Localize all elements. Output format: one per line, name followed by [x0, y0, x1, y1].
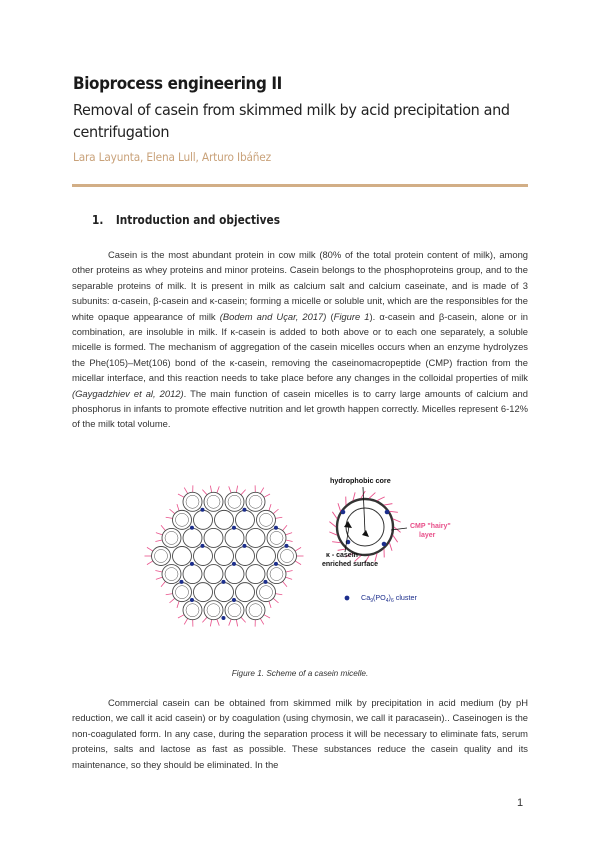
authors-line: Lara Layunta, Elena Lull, Arturo Ibáñez	[73, 150, 272, 164]
cmp-hair	[283, 525, 287, 530]
cmp-hair	[241, 617, 246, 622]
document-subtitle: Removal of casein from skimmed milk by acid precipitation and centrifugation	[73, 101, 510, 141]
label-cluster-legend: $Ca_9(PO_4)_6$ cluster	[361, 593, 417, 604]
cmp-hair	[155, 570, 162, 572]
casein-micelle-figure	[140, 470, 460, 646]
cmp-hair	[241, 490, 246, 495]
cmp-hair	[260, 488, 264, 494]
submicelle-detail	[322, 476, 451, 604]
document-title: Bioprocess engineering II	[73, 74, 282, 93]
cmp-hair	[156, 533, 163, 535]
cmp-hair	[236, 486, 237, 493]
cmp-hair	[217, 486, 219, 493]
cmp-hair	[295, 561, 301, 565]
cmp-hair	[169, 509, 174, 514]
cmp-hair	[353, 492, 355, 500]
cmp-hair	[166, 594, 173, 595]
cmp-hair	[210, 486, 211, 493]
submicelle	[246, 528, 265, 547]
cmp-hair	[377, 497, 385, 501]
submicelle	[204, 565, 223, 584]
cmp-hair	[273, 509, 278, 514]
calcium-phosphate-cluster	[274, 526, 278, 530]
cmp-hair	[389, 543, 392, 551]
cmp-hair	[177, 601, 179, 608]
cluster-dot	[385, 510, 390, 515]
section-heading	[92, 213, 280, 227]
paragraph-text: . The main function of casein micelles is to carry large amounts of calcium and phosphorus in infants to promote effective nutrition and let growth happen correctly. Micelles represent 6-12% of the milk total volume.	[72, 387, 528, 430]
submicelle	[183, 528, 202, 547]
cmp-hair	[169, 598, 174, 603]
submicelle	[194, 510, 213, 529]
cmp-hair	[275, 517, 282, 518]
cmp-hair	[384, 504, 392, 505]
calcium-phosphate-cluster	[242, 544, 246, 548]
cmp-hair	[269, 504, 271, 511]
submicelle	[204, 528, 223, 547]
cmp-hair	[229, 486, 231, 493]
cmp-hair	[229, 619, 231, 626]
kappa-pointer-arrowhead	[344, 521, 352, 528]
cmp-hair	[210, 620, 211, 627]
calcium-phosphate-cluster	[232, 526, 236, 530]
label-enriched-surface: enriched surface	[322, 561, 379, 568]
cmp-hair	[161, 525, 165, 530]
submicelle	[225, 565, 244, 584]
micelle-cluster-drawing	[145, 485, 304, 626]
submicelle	[236, 583, 255, 602]
label-kappa-casein: κ - casein -	[326, 552, 363, 559]
legend-cluster-dot	[345, 596, 350, 601]
submicelle	[173, 547, 192, 566]
cmp-hair	[285, 577, 292, 579]
cmp-hair	[147, 547, 153, 551]
submicelle	[194, 583, 213, 602]
paragraph-text: Casein is the most abundant protein in cow milk (80% of the total protein content of milk), among other proteins as whey proteins and minor proteins. Casein belongs to the phosphoproteins group, and to the separable proteins of milk. It is present in milk as calcium salt and calcium caseinate, and is made of 3 subunits: α-casein, β-casein and κ-casein; forming a micelle or soluble unit, which are the responsibles for the white opaque appearance of milk	[72, 249, 528, 322]
cmp-hair	[393, 519, 401, 522]
calcium-phosphate-cluster	[200, 508, 204, 512]
calcium-phosphate-cluster	[284, 544, 288, 548]
submicelle	[257, 547, 276, 566]
cmp-hair	[155, 540, 162, 542]
calcium-phosphate-cluster	[274, 562, 278, 566]
body-paragraph-2: Commercial casein can be obtained from skimmed milk by precipitation in acid medium (by pH reduction, we call it acid casein) or by coagulation (using chymosin, we call it paracasein).. Caseinogen is the non-coagulated form. In any case, during the separation process it will be necessary to eliminate fats, serum proteins, salts and lactose as fast as possible. These substances reduce the casein quality and its maintenance, so they should be eliminated. In the	[72, 697, 528, 770]
figure-caption: Figure 1. Scheme of a casein micelle.	[231, 669, 369, 678]
cmp-hair	[369, 493, 375, 499]
calcium-phosphate-cluster	[190, 598, 194, 602]
submicelle	[194, 547, 213, 566]
calcium-phosphate-cluster	[232, 562, 236, 566]
calcium-phosphate-cluster	[263, 580, 267, 584]
cmp-hair	[295, 547, 301, 551]
section-number: 1.	[92, 213, 104, 227]
cluster-dot	[341, 510, 346, 515]
cmp-hair	[166, 517, 173, 518]
calcium-phosphate-cluster	[221, 580, 225, 584]
cluster-dot	[382, 542, 387, 547]
cmp-hair	[202, 617, 207, 622]
cmp-hair	[177, 504, 179, 511]
cmp-hair	[217, 619, 219, 626]
submicelle	[215, 510, 234, 529]
cmp-hair	[329, 522, 336, 527]
cmp-hair	[393, 535, 398, 542]
citation: (Bodem and Uçar, 2017)	[219, 310, 327, 322]
cmp-hair	[264, 494, 270, 497]
cmp-hair	[264, 615, 270, 618]
label-hydrophobic-core: hydrophobic core	[330, 476, 391, 485]
submicelle	[215, 547, 234, 566]
cmp-hair	[338, 503, 341, 511]
cmp-hair	[389, 511, 397, 512]
body-paragraph-1	[72, 247, 528, 432]
cmp-hair	[178, 494, 184, 497]
label-cmp-layer: layer	[419, 532, 436, 539]
submicelle	[225, 528, 244, 547]
cmp-hair	[202, 490, 207, 495]
cmp-hair	[161, 581, 165, 586]
calcium-phosphate-cluster	[179, 580, 183, 584]
calcium-phosphate-cluster	[232, 598, 236, 602]
cmp-hair	[184, 488, 188, 494]
calcium-phosphate-cluster	[221, 616, 225, 620]
submicelle	[183, 565, 202, 584]
calcium-phosphate-cluster	[242, 508, 246, 512]
submicelle	[236, 547, 255, 566]
submicelle	[236, 510, 255, 529]
core-pointer-arrowhead	[362, 530, 369, 537]
cmp-hair	[332, 512, 337, 519]
cmp-hair	[184, 618, 188, 624]
cmp-hair	[283, 581, 287, 586]
cmp-hair	[338, 549, 346, 550]
paragraph-text: ). α-casein and β-casein, alone or in combination, are insoluble in milk. If κ-casein is added to both above or to each one separately, a soluble micelle is formed. The mechanism of aggregation of the casein micelles occurs when an enzyme hydrolyzes the Phe(105)–Met(106) bond of the κ-casein, removing the caseinomacropeptide (CMP) fraction from the micellar interface, and this reaction needs to take place before any changes in the colloidal properties of milk	[72, 310, 528, 384]
cmp-hair	[286, 570, 293, 572]
cmp-hair	[236, 620, 237, 627]
cmp-hair	[332, 542, 340, 543]
cmp-hair	[286, 540, 293, 542]
cmp-hair	[178, 615, 184, 618]
submicelle	[246, 565, 265, 584]
header-divider	[72, 184, 528, 187]
cmp-hair	[275, 594, 282, 595]
calcium-phosphate-cluster	[200, 544, 204, 548]
citation: (Gaygadzhiev et al, 2012)	[72, 387, 184, 399]
cmp-hair	[147, 561, 153, 565]
cmp-hair	[273, 598, 278, 603]
calcium-phosphate-cluster	[190, 526, 194, 530]
cmp-hair	[269, 601, 271, 608]
cmp-hair	[260, 618, 264, 624]
submicelle	[215, 583, 234, 602]
cmp-hair	[156, 577, 163, 579]
calcium-phosphate-cluster	[190, 562, 194, 566]
label-cmp-hairy: CMP "hairy"	[410, 523, 451, 530]
paragraph-text: (	[326, 310, 334, 322]
cmp-hair	[285, 533, 292, 535]
page-number: 1	[517, 797, 524, 809]
cmp-hair	[329, 532, 337, 535]
section-title: Introduction and objectives	[115, 213, 281, 227]
figure-reference: Figure 1	[333, 310, 370, 322]
